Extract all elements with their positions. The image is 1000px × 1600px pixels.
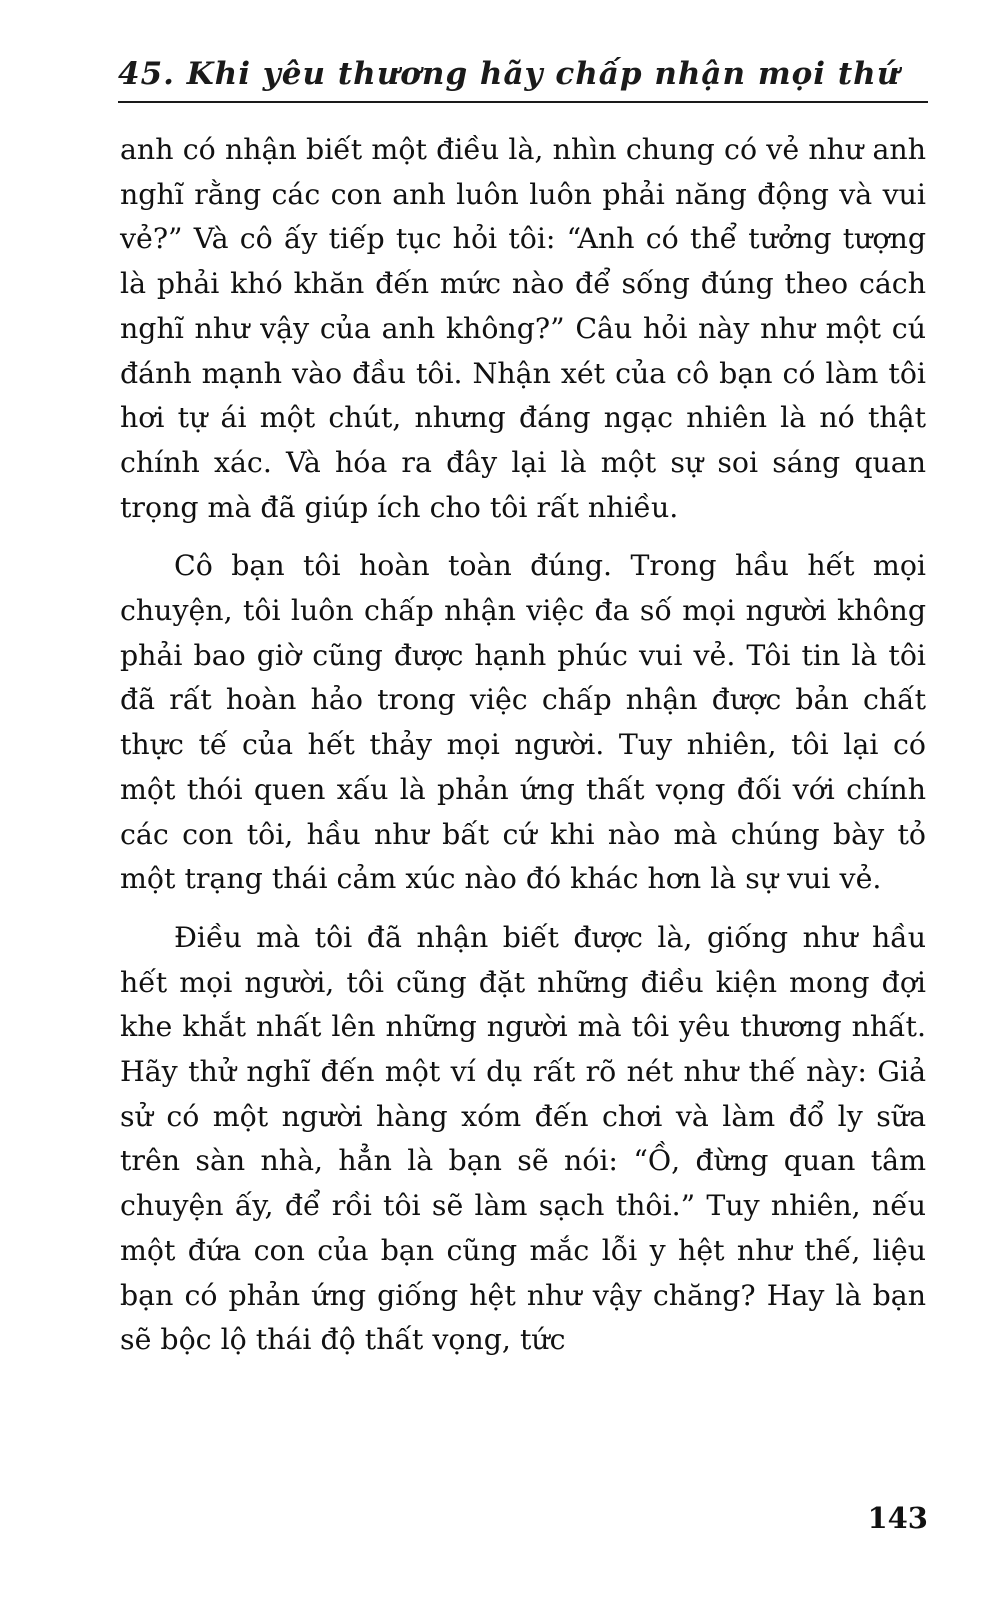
body-text (120, 128, 926, 1363)
paragraph-3: Điều mà tôi đã nhận biết được là, giống như hầu hết mọi người, tôi cũng đặt những điều kiện mong đợi khe khắt nhất lên những người mà tôi yêu thương nhất. Hãy thử nghĩ đến một ví dụ rất rõ nét như thế này: Giả sử có một người hàng xóm đến chơi và làm đổ ly sữa trên sàn nhà, hẳn là bạn sẽ nói: “Ồ, đừng quan tâm chuyện ấy, để rồi tôi sẽ làm sạch thôi.” Tuy nhiên, nếu một đứa con của bạn cũng mắc lỗi y hệt như thế, liệu bạn có phản ứng giống hệt như vậy chăng? Hay là bạn sẽ bộc lộ thái độ thất vọng, tức (120, 920, 926, 1357)
running-header: 45. Khi yêu thương hãy chấp nhận mọi thứ (118, 56, 901, 92)
header-rule (118, 101, 928, 103)
paragraph-1: anh có nhận biết một điều là, nhìn chung có vẻ như anh nghĩ rằng các con anh luôn luôn phải năng động và vui vẻ?” Và cô ấy tiếp tục hỏi tôi: “Anh có thể tưởng tượng là phải khó khăn đến mức nào để sống đúng theo cách nghĩ như vậy của anh không?” Câu hỏi này như một cú đánh mạnh vào đầu tôi. Nhận xét của cô bạn có làm tôi hơi tự ái một chút, nhưng đáng ngạc nhiên là nó thật chính xác. Và hóa ra đây lại là một sự soi sáng quan trọng mà đã giúp ích cho tôi rất nhiều. (120, 133, 926, 524)
paragraph-2: Cô bạn tôi hoàn toàn đúng. Trong hầu hết mọi chuyện, tôi luôn chấp nhận việc đa số mọi người không phải bao giờ cũng được hạnh phúc vui vẻ. Tôi tin là tôi đã rất hoàn hảo trong việc chấp nhận được bản chất thực tế của hết thảy mọi người. Tuy nhiên, tôi lại có một thói quen xấu là phản ứng thất vọng đối với chính các con tôi, hầu như bất cứ khi nào mà chúng bày tỏ một trạng thái cảm xúc nào đó khác hơn là sự vui vẻ. (120, 549, 926, 896)
page-number: 143 (867, 1501, 928, 1535)
